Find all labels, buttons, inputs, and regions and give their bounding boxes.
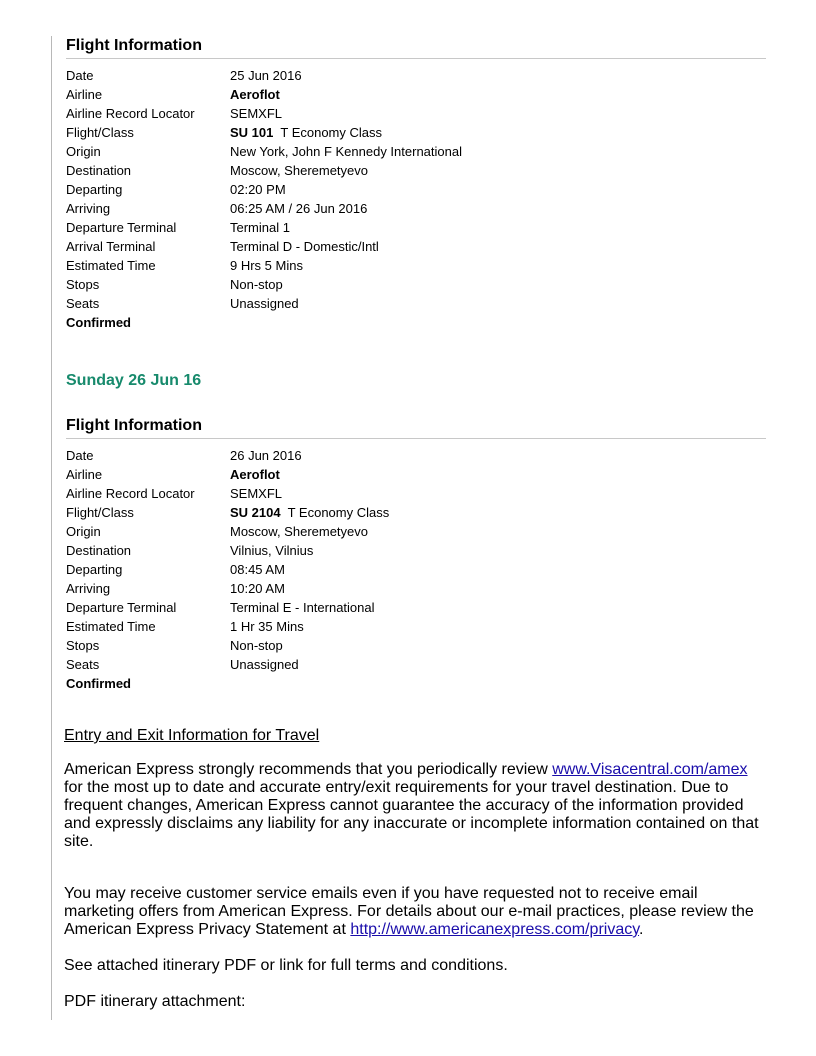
- flight-2-section-title: Flight Information: [66, 417, 766, 439]
- row-value: 1 Hr 35 Mins: [230, 619, 304, 634]
- row-value: [230, 503, 389, 522]
- privacy-link[interactable]: http://www.americanexpress.com/privacy: [350, 921, 640, 938]
- row-value: Terminal E - International: [230, 600, 375, 615]
- flight-1-row-arriving: [66, 199, 766, 218]
- flight-2-row-arriving: [66, 579, 766, 598]
- flight-1-row-airline: [66, 85, 766, 104]
- flight-1-row-origin: [66, 142, 766, 161]
- row-label: Departure Terminal: [66, 600, 177, 615]
- row-label: Date: [66, 448, 94, 463]
- row-value: New York, John F Kennedy International: [230, 144, 462, 159]
- pdf-attachment-label: PDF itinerary attachment:: [64, 993, 246, 1010]
- row-label: Destination: [66, 163, 132, 178]
- flight-2-row-destination: [66, 541, 766, 560]
- row-value: Non-stop: [230, 638, 283, 653]
- flight-2-row-estimated-time: [66, 617, 766, 636]
- row-value: Unassigned: [230, 657, 299, 672]
- row-label: Origin: [66, 524, 101, 539]
- entry-exit-heading: Entry and Exit Information for Travel: [64, 727, 320, 744]
- row-value: SEMXFL: [230, 486, 283, 501]
- flight-2-info-table: [66, 446, 766, 693]
- booking-status: Confirmed: [66, 315, 131, 330]
- entry-exit-heading-block: [64, 727, 764, 745]
- visacentral-link[interactable]: www.Visacentral.com/amex: [552, 761, 748, 778]
- terms-note: See attached itinerary PDF or link for full terms and conditions.: [64, 957, 508, 974]
- flight-2-row-seats: [66, 655, 766, 674]
- entry-exit-notice: [64, 761, 764, 851]
- flight-1-row-departure-terminal: [66, 218, 766, 237]
- flight-number: SU 2104: [230, 505, 281, 520]
- row-label: Stops: [66, 277, 100, 292]
- row-label: Flight/Class: [66, 125, 134, 140]
- row-label: Arrival Terminal: [66, 239, 156, 254]
- row-label: Estimated Time: [66, 619, 156, 634]
- row-label: Arriving: [66, 201, 111, 216]
- row-label: Date: [66, 68, 94, 83]
- flight-2-row-stops: [66, 636, 766, 655]
- row-label: Flight/Class: [66, 505, 134, 520]
- privacy-text-after: .: [639, 921, 644, 938]
- row-value: Moscow, Sheremetyevo: [230, 524, 369, 539]
- row-label: Airline Record Locator: [66, 106, 195, 121]
- privacy-text-before: You may receive customer service emails even if you have requested not to receive email marketing offers from American Express. For details about our e-mail practices, please review the American Express Privacy Statement at: [64, 885, 754, 938]
- row-value: Aeroflot: [230, 87, 280, 102]
- row-value: 02:20 PM: [230, 182, 286, 197]
- fare-class: T Economy Class: [280, 125, 383, 140]
- row-label: Airline Record Locator: [66, 486, 195, 501]
- flight-1-section-title: Flight Information: [66, 37, 766, 59]
- flight-1-row-seats: [66, 294, 766, 313]
- flight-2-row-origin: [66, 522, 766, 541]
- row-value: Moscow, Sheremetyevo: [230, 163, 369, 178]
- row-value: 06:25 AM / 26 Jun 2016: [230, 201, 368, 216]
- flight-number: SU 101: [230, 125, 274, 140]
- row-value: Vilnius, Vilnius: [230, 543, 314, 558]
- flight-2-row-date: [66, 446, 766, 465]
- row-label: Arriving: [66, 581, 111, 596]
- row-label: Seats: [66, 296, 100, 311]
- day-heading: Sunday 26 Jun 16: [66, 372, 202, 389]
- row-value: Unassigned: [230, 296, 299, 311]
- flight-1-row-flight-class: [66, 123, 766, 142]
- entry-exit-text-after: for the most up to date and accurate entry/exit requirements for your travel destination. Due to frequent changes, American Express cannot guarantee the accuracy of the information provided and expressly disclaims any liability for any inaccurate or incomplete information contained on that site.: [64, 779, 759, 850]
- flight-2-row-airline: [66, 465, 766, 484]
- flight-1-status-row: [66, 313, 766, 332]
- row-value: 08:45 AM: [230, 562, 285, 577]
- row-value: Non-stop: [230, 277, 283, 292]
- flight-1-row-arrival-terminal: [66, 237, 766, 256]
- flight-2-row-flight-class: [66, 503, 766, 522]
- privacy-notice: [64, 885, 764, 939]
- flight-1-row-stops: [66, 275, 766, 294]
- entry-exit-text-before: American Express strongly recommends that you periodically review: [64, 761, 548, 778]
- fare-class: T Economy Class: [287, 505, 390, 520]
- row-label: Departure Terminal: [66, 220, 177, 235]
- row-label: Origin: [66, 144, 101, 159]
- row-value: Aeroflot: [230, 467, 280, 482]
- row-label: Estimated Time: [66, 258, 156, 273]
- row-value: SEMXFL: [230, 106, 283, 121]
- row-label: Airline: [66, 467, 103, 482]
- flight-2-status-row: [66, 674, 766, 693]
- booking-status: Confirmed: [66, 676, 131, 691]
- row-label: Stops: [66, 638, 100, 653]
- row-value: [230, 123, 382, 142]
- flight-1-row-estimated-time: [66, 256, 766, 275]
- row-value: Terminal 1: [230, 220, 290, 235]
- row-value: 9 Hrs 5 Mins: [230, 258, 303, 273]
- flight-1-info-table: [66, 66, 766, 332]
- row-label: Airline: [66, 87, 103, 102]
- left-border-rule: [51, 36, 52, 1020]
- flight-2-row-departure-terminal: [66, 598, 766, 617]
- row-label: Departing: [66, 182, 123, 197]
- row-value: 25 Jun 2016: [230, 68, 302, 83]
- flight-1-row-destination: [66, 161, 766, 180]
- flight-2-row-departing: [66, 560, 766, 579]
- row-value: Terminal D - Domestic/Intl: [230, 239, 379, 254]
- flight-1-row-date: [66, 66, 766, 85]
- row-label: Destination: [66, 543, 132, 558]
- flight-2-row-record-locator: [66, 484, 766, 503]
- row-label: Seats: [66, 657, 100, 672]
- row-value: 10:20 AM: [230, 581, 285, 596]
- row-value: 26 Jun 2016: [230, 448, 302, 463]
- row-label: Departing: [66, 562, 123, 577]
- flight-1-row-record-locator: [66, 104, 766, 123]
- flight-1-row-departing: [66, 180, 766, 199]
